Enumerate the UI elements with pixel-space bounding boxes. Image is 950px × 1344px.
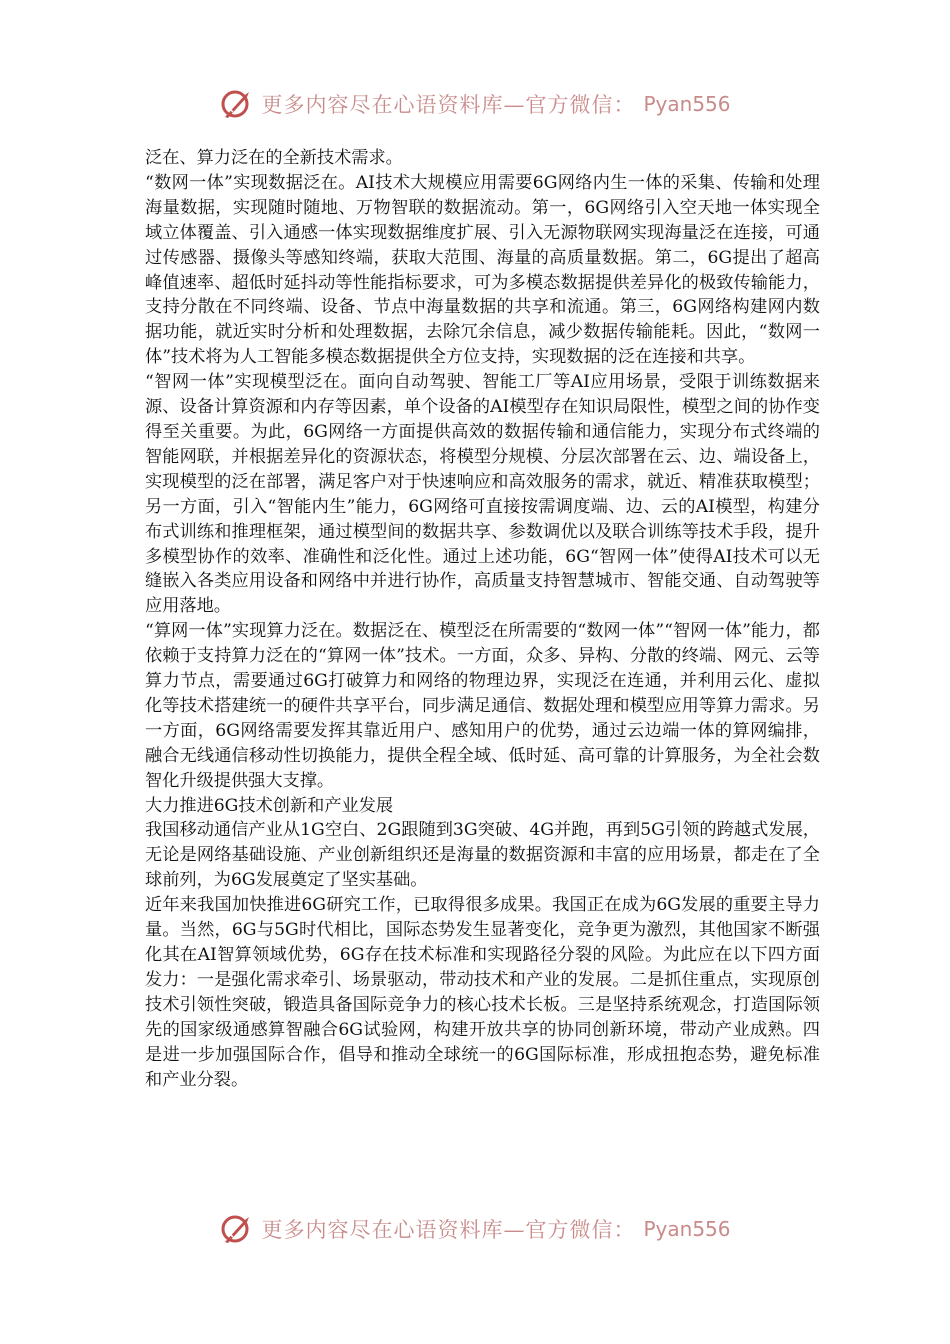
paragraph: 泛在、算力泛在的全新技术需求。 bbox=[145, 148, 403, 168]
article-body bbox=[145, 146, 820, 1092]
paragraph: “智网一体”实现模型泛在。面向自动驾驶、智能工厂等AI应用场景，受限于训练数据来源、设备计算资源和内存等因素，单个设备的AI模型存在知识局限性，模型之间的协作变得至关重要。为此，6G网络一方面提供高效的数据传输和通信能力，实现分布式终端的智能网联，并根据差异化的资源状态，将模型分规模、分层次部署在云、边、端设备上，实现模型的泛在部署，满足客户对于快速响应和高效服务的需求，就近、精准获取模型；另一方面，引入“智能内生”能力，6G网络可直接按需调度端、边、云的AI模型，构建分布式训练和推理框架，通过模型间的数据共享、参数调优以及联合训练等技术手段，提升多模型协作的效率、准确性和泛化性。通过上述功能，6G“智网一体”使得AI技术可以无缝嵌入各类应用设备和网络中并进行协作，高质量支持智慧城市、智能交通、自动驾驶等应用落地。 bbox=[145, 372, 820, 617]
paragraph: “算网一体”实现算力泛在。数据泛在、模型泛在所需要的“数网一体”“智网一体”能力，都依赖于支持算力泛在的“算网一体”技术。一方面，众多、异构、分散的终端、网元、云等算力节点，需要通过6G打破算力和网络的物理边界，实现泛在连通，并利用云化、虚拟化等技术搭建统一的硬件共享平台，同步满足通信、数据处理和模型应用等算力需求。另一方面，6G网络需要发挥其靠近用户、感知用户的优势，通过云边端一体的算网编排，融合无线通信移动性切换能力，提供全程全域、低时延、高可靠的计算服务，为全社会数智化升级提供强大支撑。 bbox=[145, 621, 820, 791]
banner-wechat-id: Pyan556 bbox=[643, 92, 731, 116]
header-watermark-banner bbox=[0, 84, 950, 124]
section-heading: 大力推进6G技术创新和产业发展 bbox=[145, 795, 394, 816]
paragraph: 我国移动通信产业从1G空白、2G跟随到3G突破、4G并跑，再到5G引领的跨越式发展，无论是网络基础设施、产业创新组织还是海量的数据资源和丰富的应用场景，都走在了全球前列，为6G发展奠定了坚实基础。 bbox=[145, 820, 820, 891]
banner-text: 更多内容尽在心语资料库—官方微信： bbox=[261, 1218, 636, 1242]
paragraph: 近年来我国加快推进6G研究工作，已取得很多成果。我国正在成为6G发展的重要主导力量。当然，6G与5G时代相比，国际态势发生显著变化，竞争更为激烈，其他国家不断强化其在AI智算领域优势，6G存在技术标准和实现路径分裂的风险。为此应在以下四方面发力：一是强化需求牵引、场景驱动，带动技术和产业的发展。二是抓住重点，实现原创技术引领性突破，锻造具备国际竞争力的核心技术长板。三是坚持系统观念，打造国际领先的国家级通感算智融合6G试验网，构建开放共享的协同创新环境，带动产业成熟。四是进一步加强国际合作，倡导和推动全球统一的6G国际标准，形成扭抱态势，避免标准和产业分裂。 bbox=[145, 895, 820, 1090]
footer-watermark-banner bbox=[0, 1209, 950, 1249]
banner-text: 更多内容尽在心语资料库—官方微信： bbox=[261, 93, 636, 117]
banner-wechat-id: Pyan556 bbox=[643, 1217, 731, 1241]
paragraph: “数网一体”实现数据泛在。AI技术大规模应用需要6G网络内生一体的采集、传输和处理海量数据，实现随时随地、万物智联的数据流动。第一，6G网络引入空天地一体实现全域立体覆盖、引入通感一体实现数据维度扩展、引入无源物联网实现海量泛在连接，可通过传感器、摄像头等感知终端，获取大范围、海量的高质量数据。第二，6G提出了超高峰值速率、超低时延抖动等性能指标要求，可为多模态数据提供差异化的极致传输能力，支持分散在不同终端、设备、节点中海量数据的共享和流通。第三，6G网络构建网内数据功能，就近实时分析和处理数据，去除冗余信息，减少数据传输能耗。因此，“数网一体”技术将为人工智能多模态数据提供全方位支持，实现数据的泛在连接和共享。 bbox=[145, 172, 820, 368]
pen-logo-icon bbox=[219, 1212, 253, 1246]
pen-logo-icon bbox=[219, 87, 253, 121]
